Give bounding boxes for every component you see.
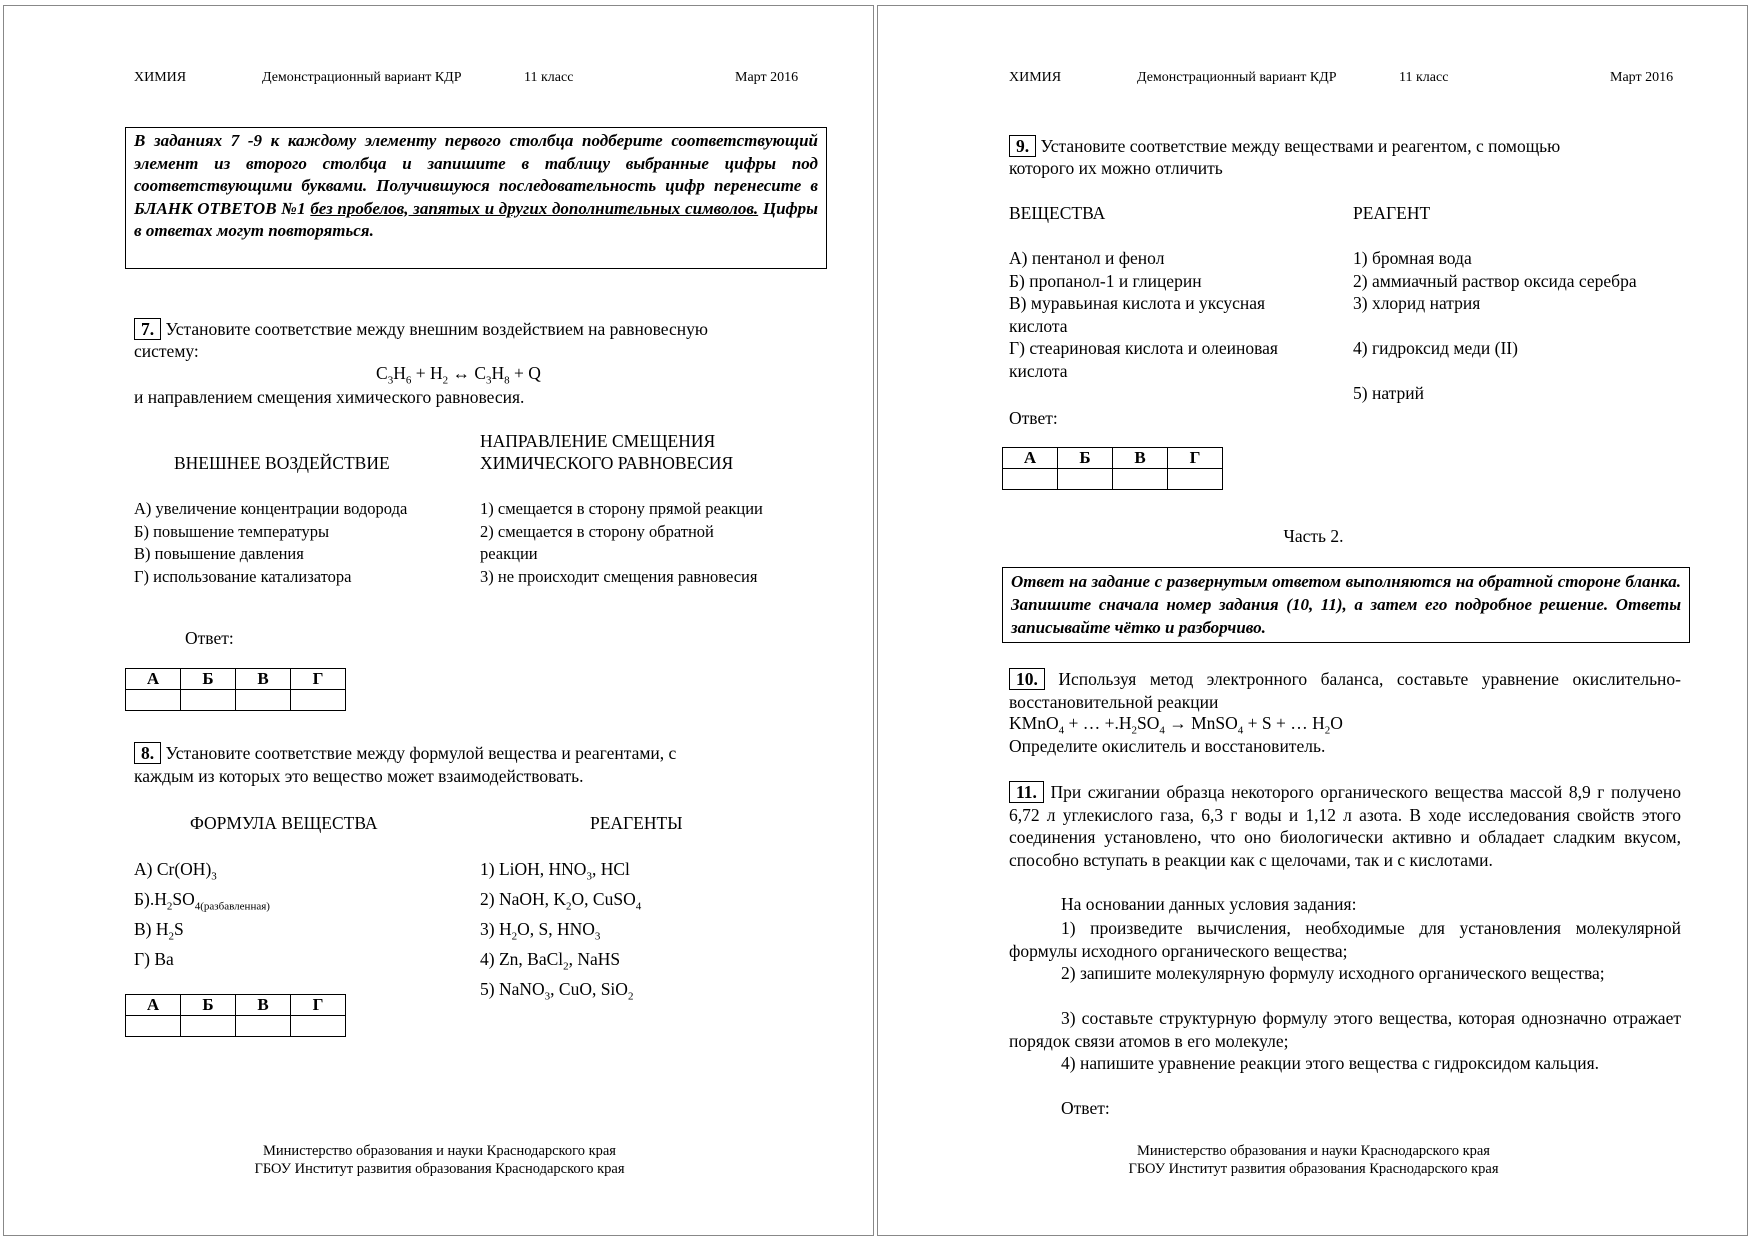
table-header-v: В bbox=[236, 995, 291, 1016]
task7-line1: 7. Установите соответствие между внешним воздействием на равновесную bbox=[134, 318, 708, 340]
task9-number: 9. bbox=[1009, 135, 1036, 157]
task7-answer-label: Ответ: bbox=[185, 628, 234, 648]
task10-text: 10. Используя метод электронного баланса, составьте уравнение окислительно-восстановительной реакции bbox=[1009, 669, 1682, 712]
answer-cell[interactable] bbox=[1168, 469, 1223, 490]
header-date: Март 2016 bbox=[735, 70, 799, 85]
task7-right-list: 1) смещается в сторону прямой реакции 2) смещается в сторону обратной реакции 3) не происходит смещения равновесия bbox=[480, 499, 763, 586]
header-variant: Демонстрационный вариант КДР bbox=[1137, 70, 1337, 85]
header-subject: ХИМИЯ bbox=[1009, 70, 1062, 85]
task7-col1-header: ВНЕШНЕЕ ВОЗДЕЙСТВИЕ bbox=[174, 453, 390, 473]
footer-line2: ГБОУ Институт развития образования Краснодарского края bbox=[1128, 1161, 1499, 1177]
task11-item-2: 2) запишите молекулярную формулу исходного органического вещества; bbox=[1061, 963, 1605, 983]
task7-line3: и направлением смещения химического равновесия. bbox=[134, 387, 525, 407]
task10-number: 10. bbox=[1009, 668, 1045, 690]
table-header-a: А bbox=[126, 995, 181, 1016]
task9-answer-table bbox=[1002, 447, 1223, 490]
task8-col1-header: ФОРМУЛА ВЕЩЕСТВА bbox=[190, 813, 378, 833]
task11-item-3: 3) составьте структурную формулу этого вещества, которая однозначно отражает порядок связи атомов в его молекуле; bbox=[1009, 1008, 1681, 1051]
answer-cell[interactable] bbox=[236, 690, 291, 711]
answer-cell[interactable] bbox=[291, 690, 346, 711]
task9-col2-header: РЕАГЕНТ bbox=[1353, 203, 1431, 223]
answer-cell[interactable] bbox=[1058, 469, 1113, 490]
task10-equation: KMnO$_4$ + … $+.H_2SO_4$ → MnSO$_4$ + S + … $H_2O$ bbox=[1009, 713, 1343, 737]
table-header-g: Г bbox=[291, 669, 346, 690]
table-header-a: А bbox=[1003, 448, 1058, 469]
task9-line2: которого их можно отличить bbox=[1009, 158, 1223, 178]
answer-cell[interactable] bbox=[181, 1016, 236, 1037]
footer-line2: ГБОУ Институт развития образования Краснодарского края bbox=[254, 1161, 625, 1177]
task11-text: 11. При сжигании образца некоторого органического вещества массой 8,9 г получено 6,72 л углекислого газа, 6,3 г воды и 1,12 л азота. В ходе исследования свойств этого соединения установлено, что оно биологически активно и обладает сладким вкусом, способно вступать в реакции как с щелочами, так и с кислотами. bbox=[1009, 782, 1681, 870]
right-page bbox=[877, 5, 1748, 1236]
task7-left-list: А) увеличение концентрации водорода Б) повышение температуры В) повышение давления Г) использование катализатора bbox=[134, 499, 408, 586]
task8-col2-header: РЕАГЕНТЫ bbox=[590, 813, 683, 833]
task9-answer-label: Ответ: bbox=[1009, 408, 1058, 428]
header-grade: 11 класс bbox=[524, 70, 574, 85]
table-header-b: Б bbox=[181, 995, 236, 1016]
task11-answer-label: Ответ: bbox=[1061, 1098, 1110, 1118]
answer-cell[interactable] bbox=[1113, 469, 1168, 490]
table-header-a: А bbox=[126, 669, 181, 690]
part2-title: Часть 2. bbox=[1283, 526, 1344, 546]
task8-left-list: А) $Cr(OH)_3$ $Б).H_2SO_{4(разбавленная)}$ В) $H_2S$ Г) Ba bbox=[134, 859, 270, 969]
task7-answer-table bbox=[125, 668, 346, 711]
task7-col2-header-2: ХИМИЧЕСКОГО РАВНОВЕСИЯ bbox=[480, 453, 734, 473]
instruction-box: В заданиях 7 -9 к каждому элементу первого столбца подберите соответствующий элемент из второго столбца и запишите в таблицу выбранные цифры под соответствующими буквами. Получившуюся последовательность цифр перенесите в БЛАНК ОТВЕТОВ №1 без пробелов, запятых и других дополнительных символов. Цифры в ответах могут повторяться. bbox=[125, 127, 827, 269]
footer-line1: Министерство образования и науки Краснодарского края bbox=[263, 1143, 616, 1159]
instruction-underlined: без пробелов, запятых и других дополнительных символов. bbox=[310, 198, 759, 218]
table-header-v: В bbox=[1113, 448, 1168, 469]
task11-item-1: 1) произведите вычисления, необходимые для установления молекулярной формулы исходного органического вещества; bbox=[1009, 918, 1681, 961]
task9-line1: 9. Установите соответствие между веществами и реагентом, с помощью bbox=[1009, 135, 1560, 157]
table-header-b: Б bbox=[181, 669, 236, 690]
answer-cell[interactable] bbox=[181, 690, 236, 711]
task10-text2: Определите окислитель и восстановитель. bbox=[1009, 736, 1326, 756]
table-header-v: В bbox=[236, 669, 291, 690]
part2-note-box: Ответ на задание с развернутым ответом выполняются на обратной стороне бланка. Запишите сначала номер задания (10, 11), а затем его подробное решение. Ответы записывайте чётко и разборчиво. bbox=[1002, 567, 1690, 643]
table-header-g: Г bbox=[291, 995, 346, 1016]
header-date: Март 2016 bbox=[1610, 70, 1674, 85]
answer-cell[interactable] bbox=[1003, 469, 1058, 490]
task9-left-list: А) пентанол и фенол Б) пропанол-1 и глицерин В) муравьиная кислота и уксусная кислота Г) стеариновая кислота и олеиновая кислота bbox=[1009, 248, 1278, 381]
task7-line2: систему: bbox=[134, 341, 199, 361]
task8-line2: каждым из которых это вещество может взаимодействовать. bbox=[134, 766, 584, 786]
task9-col1-header: ВЕЩЕСТВА bbox=[1009, 203, 1106, 223]
answer-cell[interactable] bbox=[126, 1016, 181, 1037]
answer-cell[interactable] bbox=[291, 1016, 346, 1037]
header-subject: ХИМИЯ bbox=[134, 70, 187, 85]
task9-right-list: 1) бромная вода 2) аммиачный раствор оксида серебра 3) хлорид натрия 4) гидроксид меди (II) 5) натрий bbox=[1353, 248, 1637, 403]
task11-number: 11. bbox=[1009, 781, 1044, 803]
table-header-b: Б bbox=[1058, 448, 1113, 469]
header-variant: Демонстрационный вариант КДР bbox=[262, 70, 462, 85]
header-grade: 11 класс bbox=[1399, 70, 1449, 85]
left-page bbox=[3, 5, 874, 1236]
task8-right-list: 1) LiOH, $HNO_3$, HCl 2) NaOH, $K_2O$, CuSO$_4$ 3) $H_2O$, S, $HNO_3$ 4) Zn, BaCl$_2$, NaHS 5) NaNO$_3$, CuO, SiO$_2$ bbox=[480, 859, 642, 1003]
task7-equation: $C_3H_6 + H_2$ ↔ $C_3H_8 + Q$ bbox=[376, 363, 541, 387]
task8-line1: 8. Установите соответствие между формулой вещества и реагентами, с bbox=[134, 742, 676, 764]
task8-number: 8. bbox=[134, 742, 161, 764]
answer-cell[interactable] bbox=[126, 690, 181, 711]
task11-intro: На основании данных условия задания: bbox=[1061, 894, 1357, 914]
task8-answer-table bbox=[125, 994, 346, 1037]
table-header-g: Г bbox=[1168, 448, 1223, 469]
task7-number: 7. bbox=[134, 318, 161, 340]
task7-col2-header-1: НАПРАВЛЕНИЕ СМЕЩЕНИЯ bbox=[480, 431, 716, 451]
footer-line1: Министерство образования и науки Краснодарского края bbox=[1137, 1143, 1490, 1159]
answer-cell[interactable] bbox=[236, 1016, 291, 1037]
task11-item-4: 4) напишите уравнение реакции этого вещества с гидроксидом кальция. bbox=[1061, 1053, 1600, 1073]
